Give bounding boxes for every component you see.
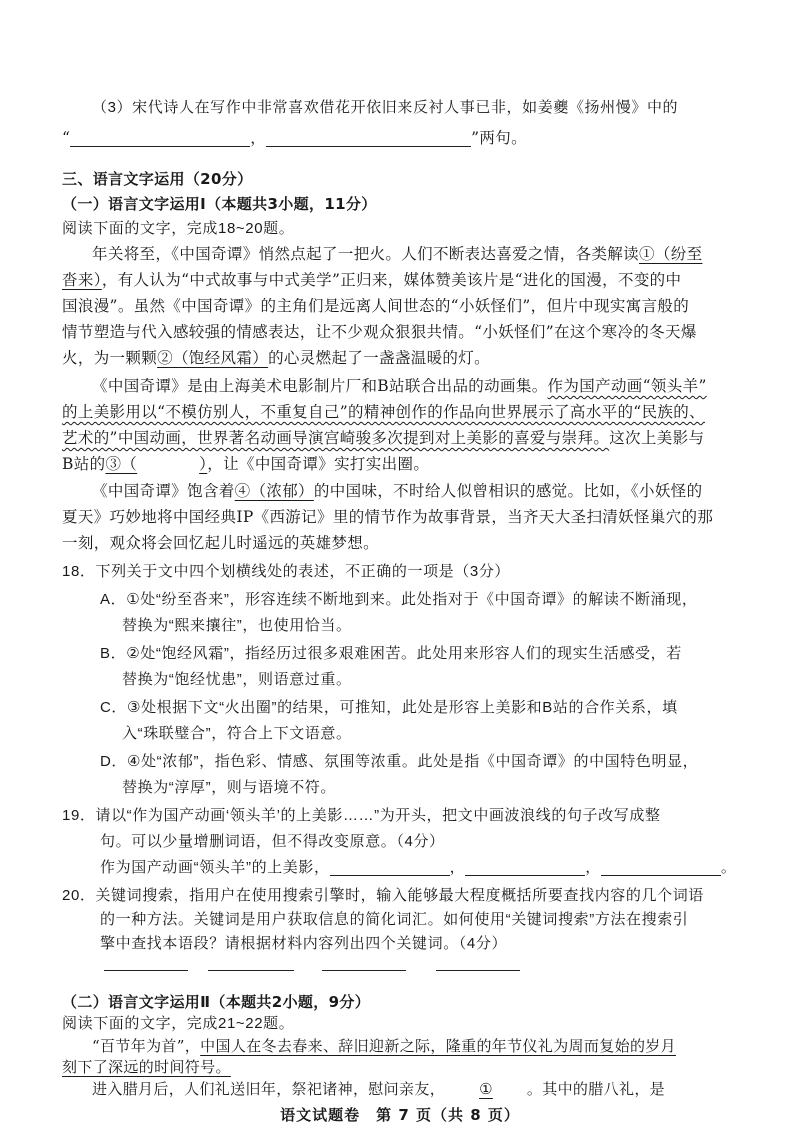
q19-blank-1[interactable] bbox=[330, 857, 450, 876]
q19-blank-3[interactable] bbox=[601, 857, 721, 876]
q3-open-quote: “ bbox=[62, 129, 71, 147]
p2-text: 这次上美影与 bbox=[609, 429, 705, 447]
p1-line2 bbox=[62, 268, 752, 292]
p3-line3: 一刻，观众将会回忆起儿时遥远的英雄梦想。 bbox=[62, 534, 380, 552]
q18-option-b-line1[interactable]: B．②处“饱经风霜”，指经历过很多艰难困苦。此处用来形容人们的现实生活感受，若 bbox=[100, 645, 682, 662]
p1-text: 火，为一颗颗 bbox=[62, 349, 158, 367]
p4-underline: 中国人在冬去春来、辞旧迎新之际，隆重的年节仪礼为周而复始的岁月 bbox=[200, 1037, 676, 1055]
underline-3-open: ③（ bbox=[105, 455, 138, 473]
q3-comma: ， bbox=[250, 129, 267, 147]
q18-option-c-line2: 入“珠联璧合”，符合上下文语意。 bbox=[122, 725, 352, 742]
q19-comma-1: ， bbox=[449, 859, 466, 876]
q20-keyword-blank-3[interactable] bbox=[322, 970, 406, 971]
q20-line3: 擎中查找本语段？请根据材料内容列出四个关键词。（4分） bbox=[100, 935, 508, 952]
q3-blank-1[interactable] bbox=[70, 128, 250, 147]
q18-option-c-line1[interactable]: C．③处根据下文“火出圈”的结果，可推知，此处是形容上美影和B站的合作关系，填 bbox=[100, 699, 678, 716]
p2-line2: 的上美影用以“不模仿别人，不重复自己”的精神创作的作品向世界展示了高水平的“民族的、 bbox=[62, 403, 705, 421]
p2-line4 bbox=[62, 452, 752, 476]
p1-text: 年关将至，《中国奇谭》悄然点起了一把火。人们不断表达喜爱之情，各类解读 bbox=[92, 245, 640, 263]
q18-option-a-line1[interactable]: A．①处“纷至沓来”，形容连续不断地到来。此处指对于《中国奇谭》的解读不断涌现， bbox=[100, 591, 698, 608]
part1-title: （一）语言文字运用Ⅰ（本题共3小题，11分） bbox=[62, 195, 377, 213]
q19-line2: 句。可以少量增删词语，但不得改变原意。（4分） bbox=[100, 833, 445, 850]
q19-line1: 19．请以“作为国产动画‘领头羊’的上美影……”为开头，把文中画波浪线的句子改写成整 bbox=[62, 807, 661, 824]
p3-line2: 夏天》巧妙地将中国经典IP《西游记》里的情节作为故事背景，当齐天大圣扫清妖怪巢穴的那 bbox=[62, 508, 714, 526]
p2-line1 bbox=[92, 374, 752, 398]
page-footer: 语文试题卷 第 7 页（共 8 页） bbox=[280, 1106, 520, 1124]
underline-4: ④（浓郁） bbox=[234, 482, 314, 500]
q19-comma-2: ， bbox=[585, 859, 601, 876]
q18-option-a-line2: 替换为“熙来攘往”，也使用恰当。 bbox=[122, 617, 352, 634]
q3-line2 bbox=[62, 126, 752, 150]
q19-answer-line bbox=[100, 856, 752, 880]
p4-text: 。其中的腊八礼，是 bbox=[526, 1080, 666, 1098]
q18-stem: 18．下列关于文中四个划横线处的表述，不正确的一项是（3分） bbox=[62, 563, 511, 580]
q20-line1: 20．关键词搜索，指用户在使用搜索引擎时，输入能够最大程度概括所要查找内容的几个词语 bbox=[62, 887, 704, 904]
underline-1-cont: 沓来） bbox=[62, 271, 102, 289]
q20-keyword-blank-4[interactable] bbox=[436, 970, 520, 971]
p1-text: ，有人认为“中式故事与中式美学”正归来，媒体赞美该片是“进化的国漫，不变的中 bbox=[101, 271, 682, 289]
p2-text: B站的 bbox=[62, 455, 106, 473]
p3-text: 的中国味，不时给人似曾相识的感觉。比如，《小妖怪的 bbox=[313, 482, 703, 500]
underline-1: ①（纷至 bbox=[639, 245, 703, 263]
p1-line4: 情节塑造与代入感较强的情感表达，让不少观众狠狠共情。“小妖怪们”在这个寒冷的冬天爆 bbox=[62, 323, 697, 341]
p2-text: 《中国奇谭》是由上海美术电影制片厂和B站联合出品的动画集。 bbox=[92, 377, 548, 395]
underline-3-close: ） bbox=[199, 455, 208, 473]
p1-line3: 国浪漫”。虽然《中国奇谭》的主角们是远离人间世态的“小妖怪们”，但片中现实寓言般的 bbox=[62, 297, 690, 315]
q18-option-d-line1[interactable]: D．④处“浓郁”，指色彩、情感、氛围等浓重。此处是指《中国奇谭》的中国特色明显， bbox=[100, 753, 699, 770]
p2-line3 bbox=[62, 426, 752, 450]
p4-underline-cont: 刻下了深远的时间符号。 bbox=[62, 1058, 231, 1076]
q18-option-d-line2: 替换为“淳厚”，则与语境不符。 bbox=[122, 779, 336, 796]
q20-line2: 的一种方法。关键词是用户获取信息的简化词汇。如何使用“关键词搜索”方法在搜索引 bbox=[100, 911, 689, 928]
q19-blank-2[interactable] bbox=[465, 857, 585, 876]
q3-close-quote: ”两句。 bbox=[471, 129, 527, 147]
q20-keyword-blank-2[interactable] bbox=[208, 970, 294, 971]
p4-text: 进入腊月后，人们礼送旧年，祭祀诸神，慰问亲友， bbox=[92, 1080, 446, 1098]
q20-keyword-blank-1[interactable] bbox=[104, 970, 188, 971]
underline-2: ②（饱经风霜） bbox=[157, 349, 269, 367]
p1-text: 的心灵燃起了一盏盏温暖的灯。 bbox=[268, 349, 490, 367]
p1-line1 bbox=[92, 242, 752, 266]
p4-blank-1[interactable]: ① bbox=[479, 1080, 493, 1098]
p3-line1 bbox=[92, 479, 752, 503]
q19-answer-prefix: 作为国产动画“领头羊”的上美影， bbox=[100, 859, 330, 876]
wavy-sentence-end: 艺术的”中国动画，世界著名动画导演宫崎骏多次提到对上美影的喜爱与崇拜。 bbox=[62, 429, 610, 447]
underline-3[interactable] bbox=[105, 455, 207, 473]
part1-instruction: 阅读下面的文字，完成18~20题。 bbox=[62, 220, 295, 237]
p4-text: “百节年为首”， bbox=[92, 1037, 201, 1055]
q3-line1: （3）宋代诗人在写作中非常喜欢借花开依旧来反衬人事已非，如姜夔《扬州慢》中的 bbox=[92, 99, 679, 116]
part2-title: （二）语言文字运用Ⅱ（本题共2小题，9分） bbox=[62, 993, 371, 1011]
q18-option-b-line2: 替换为“饱经忧患”，则语意过重。 bbox=[122, 671, 352, 688]
q19-period: 。 bbox=[720, 859, 737, 876]
section3-title: 三、语言文字运用（20分） bbox=[62, 170, 253, 188]
part2-instruction: 阅读下面的文字，完成21~22题。 bbox=[62, 1015, 295, 1032]
p2-text: ，让《中国奇谭》实打实出圈。 bbox=[207, 455, 430, 473]
q3-blank-2[interactable] bbox=[266, 128, 471, 147]
wavy-sentence: 作为国产动画“领头羊” bbox=[547, 377, 707, 395]
p1-line5 bbox=[62, 346, 752, 370]
p3-text: 《中国奇谭》饱含着 bbox=[92, 482, 235, 500]
